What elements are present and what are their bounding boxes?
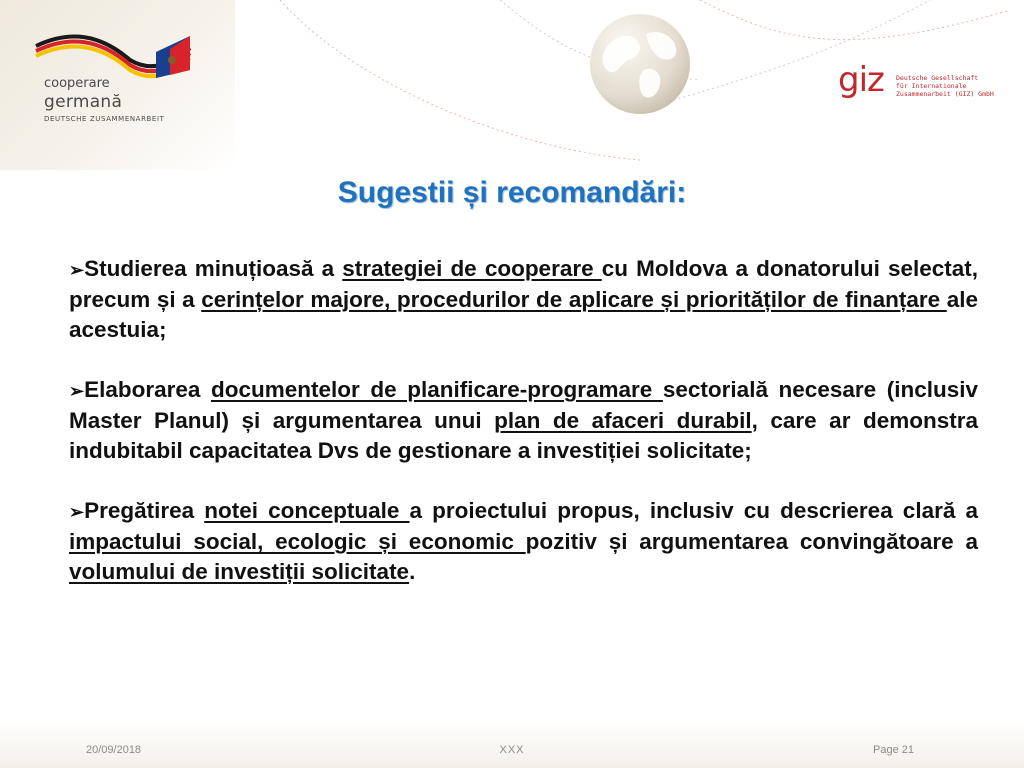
text-segment: sectorială necesare (inclusiv Master Planul) și argumentarea unui [69,377,978,433]
logo-text-germana: germană [44,92,123,112]
slide-content [69,254,978,587]
underlined-segment: cerințelor majore, procedurilor de aplicare și priorităților de finanțare [201,287,947,312]
flag-ribbon-icon [30,32,200,82]
underlined-segment: documentelor de planificare-programare [211,377,663,402]
text-segment: pozitiv și argumentarea convingătoare a [525,529,978,554]
logo-text-deutsche-zusammenarbeit: DEUTSCHE ZUSAMMENARBEIT [44,115,165,123]
giz-name-line: Zusammenarbeit (GIZ) GmbH [896,90,994,98]
bullet-paragraph [69,375,978,466]
underlined-segment: strategiei de cooperare [342,256,602,281]
underlined-segment: volumului de investiții solicitate [69,559,410,584]
globe-icon [588,12,692,116]
underlined-segment: notei conceptuale [204,498,410,523]
text-segment: , care ar demonstra indubitabil capacitatea Dvs de gestionare a investiției solicitate; [69,408,978,463]
giz-name-line: Deutsche Gesellschaft [896,74,979,82]
cooperare-germana-logo [30,32,220,132]
arrow-bullet-icon: ➢ [69,381,85,401]
underlined-segment: plan de afaceri durabil [494,408,752,433]
logo-text-cooperare: cooperare [44,76,110,91]
arrow-bullet-icon: ➢ [69,260,85,280]
giz-name-line: für Internationale [896,82,967,90]
text-segment: . [409,559,416,584]
text-segment: Studierea minuțioasă a [84,256,343,281]
bullet-paragraph [69,496,978,587]
text-segment: Pregătirea [84,498,205,523]
text-segment: a proiectului propus, inclusiv cu descrierea clară a [409,498,978,523]
text-segment: ale acestuia; [69,287,978,342]
text-segment: Elaborarea [84,377,211,402]
slide-title: Sugestii și recomandări: [337,176,687,209]
giz-logo [838,60,998,108]
bullet-paragraph [69,254,978,345]
footer-date: 20/09/2018 [86,744,142,756]
footer-center-text: XXX [499,744,525,756]
giz-full-name [896,74,994,98]
underlined-segment: impactului social, ecologic și economic [69,529,526,554]
footer-page-number: Page 21 [873,744,914,756]
giz-mark: giz [838,60,884,100]
arrow-bullet-icon: ➢ [69,502,85,522]
text-segment: cu Moldova a donatorului selectat, precum și a [69,256,979,312]
